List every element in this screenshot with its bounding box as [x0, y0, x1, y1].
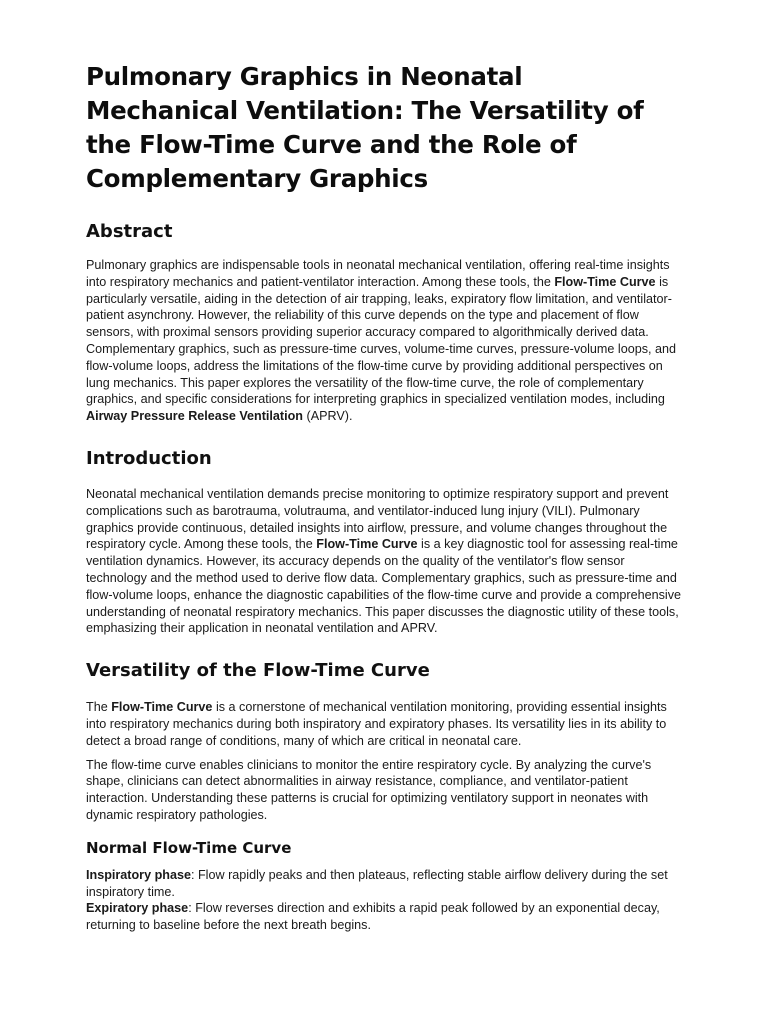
document-title: Pulmonary Graphics in Neonatal Mechanical Ventilation: The Versatility of the Flow-Time Curve and the Role of Complementary Graphics	[86, 62, 644, 193]
abstract-bold-aprv: Airway Pressure Release Ventilation	[86, 409, 303, 424]
versatility-paragraph-1	[86, 699, 682, 749]
normal-curve-heading: Normal Flow-Time Curve	[86, 838, 292, 857]
expiratory-phase-text: : Flow reverses direction and exhibits a rapid peak followed by an exponential decay, returning to baseline before the next breath begins.	[86, 901, 660, 933]
versatility-bold-flow-time-curve: Flow-Time Curve	[111, 700, 213, 715]
introduction-text-2: is a key diagnostic tool for assessing real-time ventilation dynamics. However, its accuracy depends on the quality of the ventilator's flow sensor technology and the method used to derive flow data. Complementary graphics, such as pressure-time and flow-volume loops, enhance the diagnostic capabilities of the flow-time curve and provide a comprehensive understanding of neonatal respiratory mechanics. This paper discusses the diagnostic utility of these tools, emphasizing their application in neonatal ventilation and APRV.	[86, 537, 682, 636]
versatility-text-1: The	[86, 700, 112, 715]
abstract-text-1: Pulmonary graphics are indispensable tools in neonatal mechanical ventilation, offering real-time insights into respiratory mechanics and patient-ventilator interaction. Among these tools, the	[86, 258, 670, 289]
abstract-heading: Abstract	[86, 221, 173, 242]
versatility-paragraph-2: The flow-time curve enables clinicians to monitor the entire respiratory cycle. By analyzing the curve's shape, clinicians can detect abnormalities in airway resistance, compliance, and ventilator-patient interaction. Understanding these patterns is crucial for optimizing ventilatory support in neonates with dynamic respiratory pathologies.	[86, 757, 652, 822]
introduction-text-1: Neonatal mechanical ventilation demands precise monitoring to optimize respiratory support and prevent complications such as barotrauma, volutrauma, and ventilator-induced lung injury (VILI). Pulmonary graphics provide continuous, detailed insights into airflow, pressure, and volume changes throughout the respiratory cycle. Among these tools, the	[86, 486, 669, 552]
inspiratory-phase-paragraph	[86, 867, 682, 901]
expiratory-phase-label: Expiratory phase	[86, 901, 189, 916]
expiratory-phase-paragraph	[86, 900, 682, 934]
abstract-paragraph	[86, 257, 682, 425]
abstract-bold-flow-time-curve: Flow-Time Curve	[554, 274, 656, 289]
versatility-text-2: is a cornerstone of mechanical ventilation monitoring, providing essential insights into respiratory mechanics during both inspiratory and expiratory phases. Its versatility lies in its ability to detect a broad range of conditions, many of which are critical in neonatal care.	[86, 700, 667, 748]
inspiratory-phase-text: : Flow rapidly peaks and then plateaus, reflecting stable airflow delivery during the set inspiratory time.	[86, 867, 668, 899]
introduction-bold-flow-time-curve: Flow-Time Curve	[316, 537, 418, 552]
versatility-heading: Versatility of the Flow-Time Curve	[86, 660, 430, 682]
abstract-text-2: is particularly versatile, aiding in the detection of air trapping, leaks, expiratory flow limitation, and ventilator-patient asynchrony. However, the reliability of this curve depends on the type and placement of flow sensors, with proximal sensors providing superior accuracy compared to algorithmically derived data. Complementary graphics, such as pressure-time curves, volume-time curves, pressure-volume loops, and flow-volume loops, address the limitations of the flow-time curve by providing additional perspectives on lung mechanics. This paper explores the versatility of the flow-time curve, the role of complementary graphics, and specific considerations for interpreting graphics in specialized ventilation modes, including	[86, 274, 677, 407]
abstract-text-3: (APRV).	[303, 409, 353, 424]
introduction-heading: Introduction	[86, 447, 212, 469]
introduction-paragraph	[86, 486, 682, 637]
inspiratory-phase-label: Inspiratory phase	[86, 867, 191, 882]
